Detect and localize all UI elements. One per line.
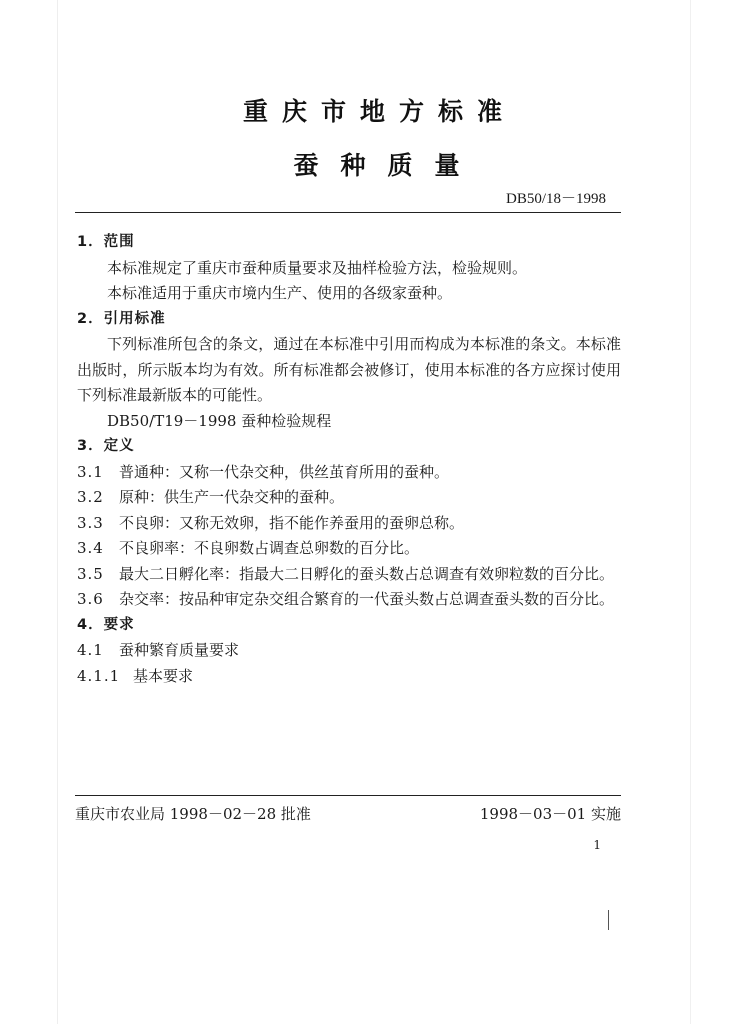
item-number: 3.5 — [77, 564, 104, 583]
item-number: 3.4 — [77, 539, 104, 557]
implementation-date: 1998－03－01 实施 — [479, 805, 621, 823]
section-heading-references: 2．引用标准 — [77, 310, 166, 327]
item-text: 普通种：又称一代杂交种，供丝茧育所用的蚕种。 — [119, 462, 450, 481]
paragraph: 本标准适用于重庆市境内生产、使用的各级家蚕种。 — [107, 284, 453, 302]
definition-item — [77, 536, 621, 562]
approval-info: 重庆市农业局 1998－02－28 批准 — [75, 805, 311, 823]
definition-item — [77, 587, 621, 613]
page-number: 1 — [593, 838, 601, 852]
definition-item — [77, 460, 621, 486]
paragraph: 本标准规定了重庆市蚕种质量要求及抽样检验方法，检验规则。 — [107, 258, 528, 277]
definition-item — [77, 511, 621, 537]
item-number: 3.1 — [77, 462, 104, 481]
item-number: 4.1.1 — [77, 666, 121, 685]
item-number: 3.6 — [77, 590, 104, 608]
requirement-item — [77, 664, 621, 690]
item-number: 3.3 — [77, 513, 104, 532]
item-text: 杂交率：按品种审定杂交组合繁育的一代蚕头数占总调查蚕头数的百分比。 — [119, 590, 615, 608]
item-text: 最大二日孵化率：指最大二日孵化的蚕头数占总调查有效卵粒数的百分比。 — [119, 564, 615, 583]
document-body — [77, 230, 621, 689]
margin-mark — [608, 910, 609, 930]
requirement-item — [77, 638, 621, 664]
item-text: 蚕种繁育质量要求 — [119, 641, 240, 659]
definition-item — [77, 562, 621, 588]
paragraph: 下列标准所包含的条文，通过在本标准中引用而构成为本标准的条文。本标准出版时，所示版本均为有效。所有标准都会被修订，使用本标准的各方应探讨使用下列标准最新版本的可能性。 — [77, 335, 621, 404]
item-text: 基本要求 — [133, 666, 194, 685]
section-heading-requirements: 4．要求 — [77, 616, 135, 633]
item-text: 不良卵：又称无效卵，指不能作养蚕用的蚕卵总称。 — [119, 513, 465, 532]
definition-item — [77, 485, 621, 511]
header-divider — [75, 212, 621, 213]
footer — [75, 803, 621, 824]
document-title: 重庆市地方标准 — [242, 97, 516, 126]
footer-divider — [75, 795, 621, 796]
standard-code: DB50/18－1998 — [505, 191, 606, 207]
referenced-standard: DB50/T19－1998 蚕种检验规程 — [107, 411, 332, 430]
item-text: 不良卵率：不良卵数占调查总卵数的百分比。 — [119, 539, 420, 557]
item-number: 4.1 — [77, 641, 104, 659]
section-heading-definitions: 3．定义 — [77, 438, 135, 454]
item-number: 3.2 — [77, 488, 104, 506]
item-text: 原种：供生产一代杂交种的蚕种。 — [119, 488, 345, 506]
document-subtitle: 蚕种质量 — [293, 151, 482, 180]
section-heading-scope: 1．范围 — [77, 234, 135, 250]
